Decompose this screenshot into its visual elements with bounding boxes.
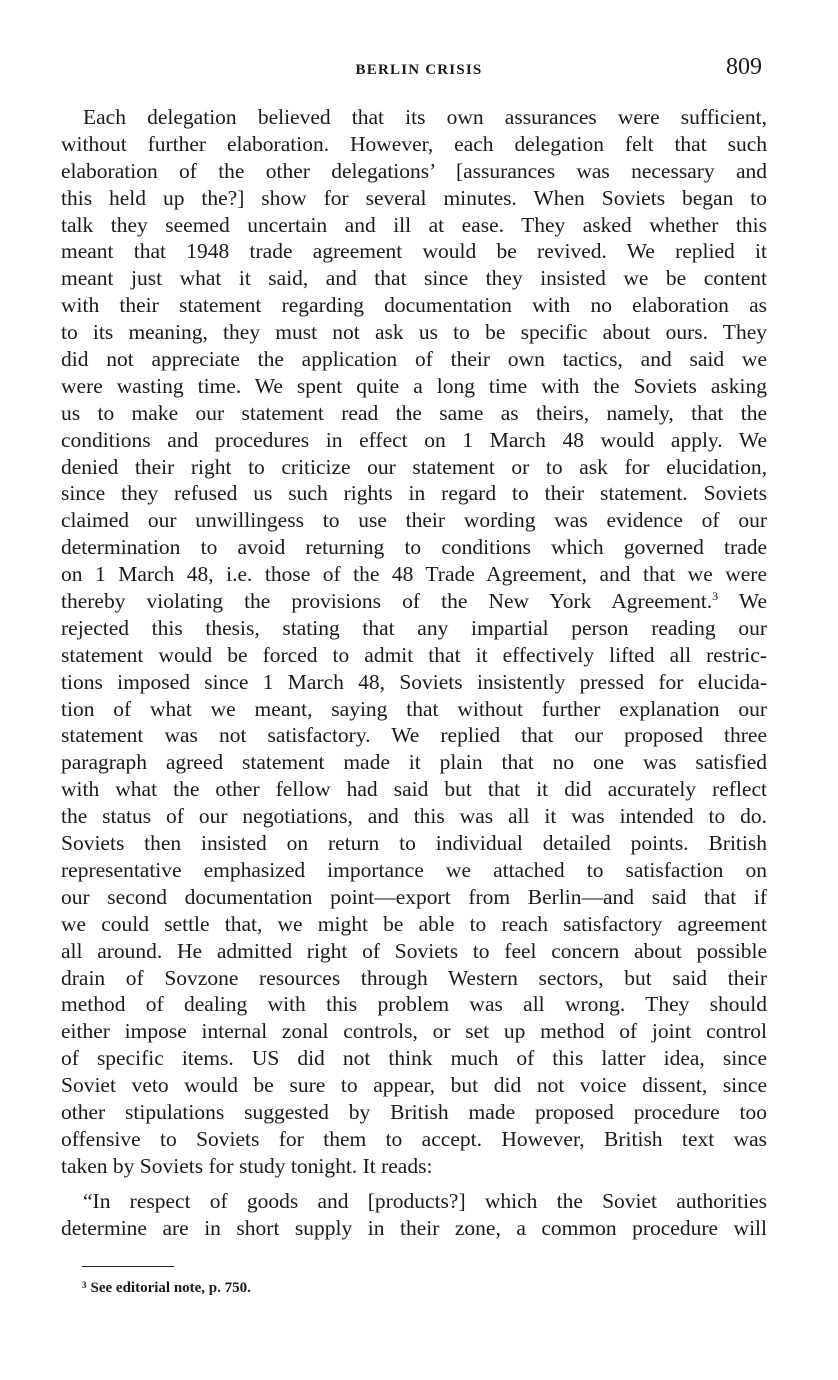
body-text [61,104,767,1241]
text-line: we could settle that, we might be able to reach satisfactory agreement [61,911,767,936]
text-line: offensive to Soviets for them to accept. However, British text was [61,1126,767,1151]
text-line: of specific items. US did not think much of this latter idea, since [61,1046,767,1071]
text-line: to its meaning, they must not ask us to be specific about ours. They [61,320,767,345]
running-title: BERLIN CRISIS [355,62,483,78]
paragraph-2 [61,1188,767,1242]
text-line: Soviets then insisted on return to individual detailed points. British [61,831,767,856]
text-line: conditions and procedures in effect on 1 March 48 would apply. We [61,427,767,452]
text-line: with their statement regarding documentation with no elaboration as [61,293,767,318]
text-line: on 1 March 48, i.e. those of the 48 Trade Agreement, and that we were [61,562,767,587]
text-line: us to make our statement read the same as theirs, namely, that the [61,400,767,425]
text-line-part: We [718,589,767,614]
footnote-marker: 3 [82,1280,87,1290]
text-line: this held up the?] show for several minutes. When Soviets began to [61,185,767,210]
text-line: drain of Sovzone resources through Western sectors, but said their [61,965,767,990]
text-line: “In respect of goods and [products?] which the Soviet authorities [83,1188,767,1213]
text-line: all around. He admitted right of Soviets to feel concern about possible [61,938,767,963]
text-line-part: thereby violating the provisions of the New York Agreement. [61,589,713,614]
text-line: Soviet veto would be sure to appear, but did not voice dissent, since [61,1073,767,1098]
text-line: statement was not satisfactory. We replied that our proposed three [61,723,767,748]
footnote [82,1280,251,1297]
paragraph-1 [61,104,767,1180]
text-line: were wasting time. We spent quite a long time with the Soviets asking [61,373,767,398]
text-line: elaboration of the other delegations’ [assurances was necessary and [61,158,767,183]
text-line: talk they seemed uncertain and ill at ease. They asked whether this [61,212,767,237]
text-line: taken by Soviets for study tonight. It reads: [61,1153,433,1178]
text-line: determine are in short supply in their zone, a common procedure will [61,1215,767,1240]
text-line: Each delegation believed that its own assurances were sufficient, [83,105,767,129]
text-line: determination to avoid returning to conditions which governed trade [61,535,767,560]
text-line: since they refused us such rights in regard to their statement. Soviets [61,481,767,506]
text-line: representative emphasized importance we attached to satisfaction on [61,857,767,882]
text-line: tions imposed since 1 March 48, Soviets insistently pressed for elucida- [61,669,767,694]
text-line-with-footnote [61,588,767,615]
text-line: paragraph agreed statement made it plain that no one was satisfied [61,750,767,775]
footnote-text: See editorial note, p. 750. [90,1280,251,1296]
text-line: claimed our unwillingess to use their wording was evidence of our [61,508,767,533]
text-line: the status of our negotiations, and this was all it was intended to do. [61,804,767,829]
text-line: did not appreciate the application of their own tactics, and said we [61,347,767,372]
text-line: meant just what it said, and that since they insisted we be content [61,266,767,291]
text-line: with what the other fellow had said but that it did accurately reflect [61,777,767,802]
footnote-reference[interactable]: 3 [712,588,719,603]
paragraph-spacer [61,1180,767,1188]
text-line: rejected this thesis, stating that any impartial person reading our [61,615,767,640]
text-line: method of dealing with this problem was all wrong. They should [61,992,767,1017]
text-line: statement would be forced to admit that it effectively lifted all restric- [61,642,767,667]
text-line: without further elaboration. However, each delegation felt that such [61,131,767,156]
text-line: either impose internal zonal controls, or set up method of joint control [61,1019,767,1044]
text-line: meant that 1948 trade agreement would be revived. We replied it [61,239,767,264]
page-number: 809 [726,54,762,80]
text-line: denied their right to criticize our statement or to ask for elucidation, [61,454,767,479]
footnote-divider [82,1266,174,1267]
text-line: tion of what we meant, saying that without further explanation our [61,696,767,721]
text-line: other stipulations suggested by British made proposed procedure too [61,1099,767,1124]
text-line: our second documentation point—export from Berlin—and said that if [61,884,767,909]
